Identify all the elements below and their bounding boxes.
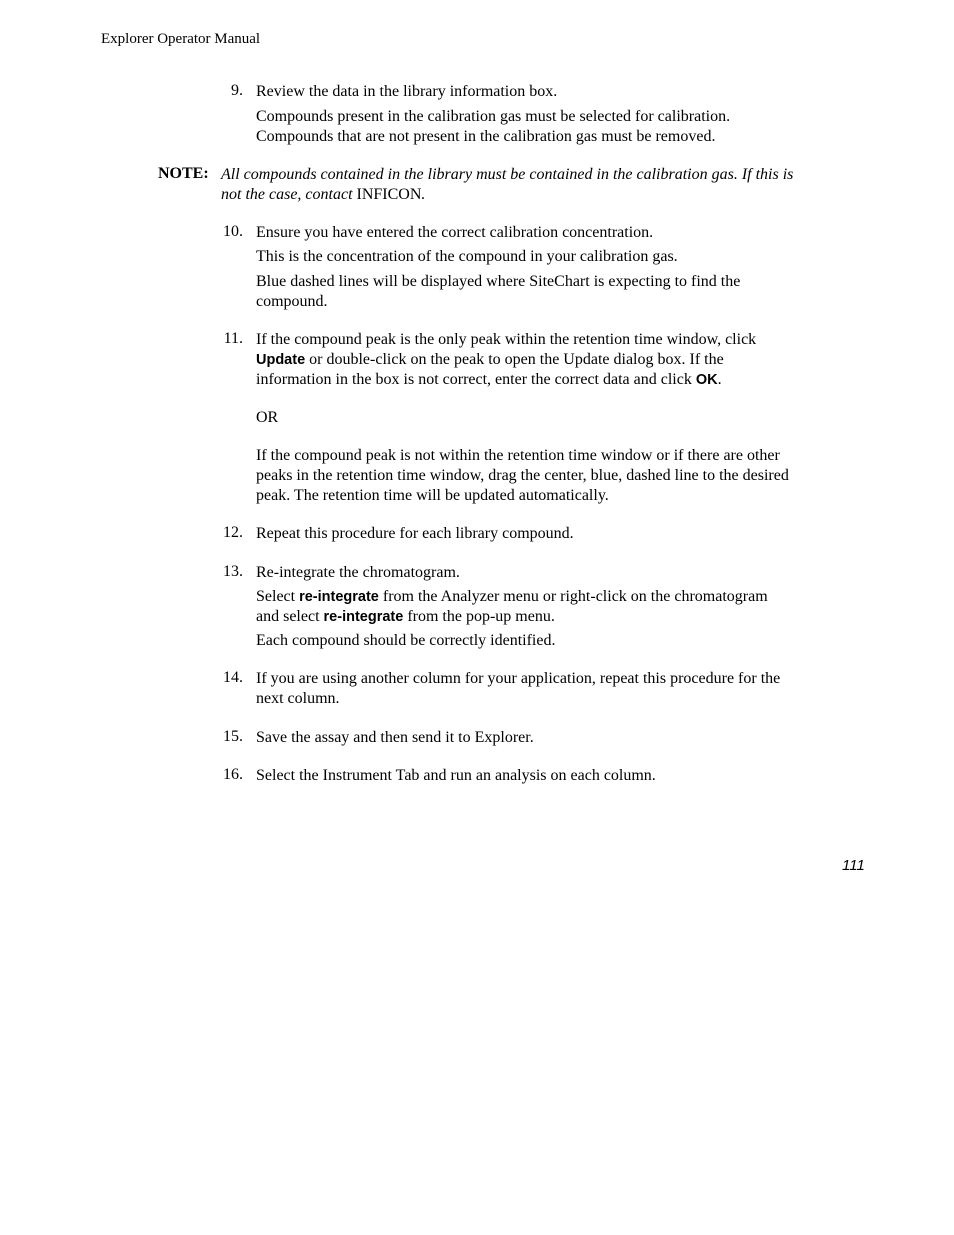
ok-label: OK <box>695 372 718 388</box>
step-detail: Blue dashed lines will be displayed where SiteChart is expecting to find the compound. <box>256 273 741 310</box>
note-label: NOTE: <box>158 165 209 182</box>
reintegrate-label: re-integrate <box>299 589 379 605</box>
step-text: Ensure you have entered the correct calibration concentration. <box>256 224 654 241</box>
update-label: Update <box>256 352 306 368</box>
step-text: Re-integrate the chromatogram. <box>256 564 460 581</box>
step-or: OR <box>256 409 279 426</box>
step-detail: Compounds that are not present in the calibration gas must be removed. <box>256 128 716 145</box>
step-number: 13. <box>223 563 243 580</box>
step-text: Review the data in the library information box. <box>256 83 558 100</box>
step-number: 16. <box>223 766 243 783</box>
page-number: 111 <box>842 857 865 874</box>
step-text: If you are using another column for your application, repeat this procedure for the next column. <box>256 670 781 707</box>
step-number: 14. <box>223 669 243 686</box>
step-detail: If the compound peak is not within the retention time window or if there are other peaks in the retention time window, drag the center, blue, dashed line to the desired peak. The retention time will be updated automatically. <box>256 447 789 504</box>
step-detail: This is the concentration of the compound in your calibration gas. <box>256 248 678 265</box>
step-detail: Each compound should be correctly identified. <box>256 632 556 649</box>
reintegrate-label: re-integrate <box>323 609 404 625</box>
step-number: 10. <box>223 223 243 240</box>
running-header: Explorer Operator Manual <box>101 31 261 47</box>
step-text: If the compound peak is the only peak within the retention time window, click Update or double-click on the peak to open the Update dialog box. If the information in the box is not correct, enter the correct data and click OK. <box>256 331 757 388</box>
step-detail: Select re-integrate from the Analyzer menu or right-click on the chromatogram and select re-integrate from the pop-up menu. <box>256 588 768 625</box>
step-text: Save the assay and then send it to Explorer. <box>256 729 534 746</box>
brand-name: INFICON <box>356 186 422 203</box>
step-detail: Compounds present in the calibration gas must be selected for calibration. <box>256 108 731 125</box>
step-number: 11. <box>223 330 243 347</box>
note-text: All compounds contained in the library must be contained in the calibration gas. If this is not the case, contact INFICON. <box>221 166 794 203</box>
step-text: Repeat this procedure for each library compound. <box>256 525 574 542</box>
step-number: 9. <box>231 82 243 99</box>
step-text: Select the Instrument Tab and run an analysis on each column. <box>256 767 656 784</box>
step-number: 15. <box>223 728 243 745</box>
step-number: 12. <box>223 524 243 541</box>
